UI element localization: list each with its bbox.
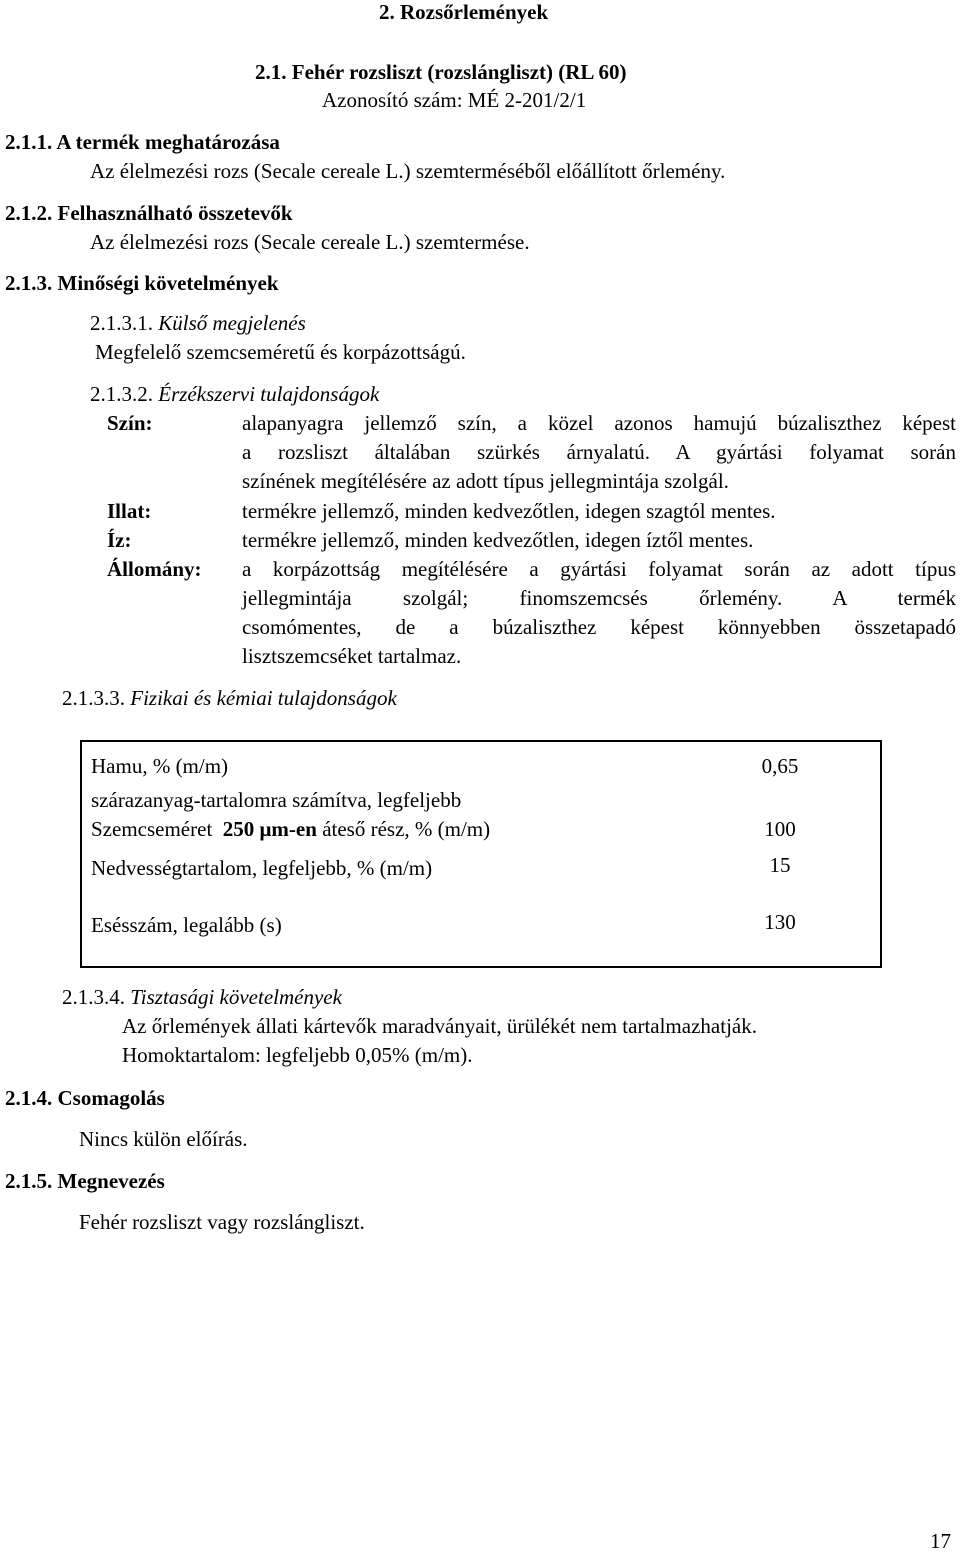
heading-2-1-2: 2.1.2. Felhasználható összetevők (5, 201, 293, 225)
section-title: 2.1. Fehér rozsliszt (rozslángliszt) (RL 60) (255, 60, 627, 84)
chapter-title: 2. Rozsőrlemények (379, 0, 549, 24)
heading-2-1-5: 2.1.5. Megnevezés (5, 1169, 165, 1193)
szin-line-2: a rozsliszt általában szürkés árnyalatú. A gyártási folyamat során (242, 440, 956, 464)
heading-2-1-3-2 (90, 382, 379, 407)
purity-text-2: Homoktartalom: legfeljebb 0,05% (m/m). (122, 1043, 473, 1067)
label-szin: Szín: (107, 411, 153, 435)
text-2-1-3-1: Megfelelő szemcseméretű és korpázottságú. (95, 340, 466, 364)
szin-line-3: színének megítélésére az adott típus jellegmintája szolgál. (242, 469, 729, 493)
falling-number-label: Esésszám, legalább (s) (91, 913, 282, 937)
text-2-1-4: Nincs külön előírás. (79, 1127, 248, 1151)
label-iz: Íz: (107, 528, 132, 552)
iz-text: termékre jellemző, minden kedvezőtlen, idegen íztől mentes. (242, 528, 754, 552)
text-2-1-5: Fehér rozsliszt vagy rozslángliszt. (79, 1210, 365, 1234)
heading-2-1-3-4 (62, 985, 342, 1010)
heading-number: 2.1.3.4. (62, 985, 125, 1009)
ash-value: 0,65 (761, 754, 799, 778)
heading-number: 2.1.3.1. (90, 311, 153, 335)
table-row (81, 853, 881, 910)
allomany-line-1: a korpázottság megítélésére a gyártási folyamat során az adott típus (242, 557, 956, 581)
text-2-1-1: Az élelmezési rozs (Secale cereale L.) szemterméséből előállított őrlemény. (90, 159, 726, 183)
allomany-line-2: jellegmintája szolgál; finomszemcsés őrlemény. A termék (242, 586, 956, 610)
heading-2-1-3: 2.1.3. Minőségi követelmények (5, 271, 279, 295)
table-row (81, 817, 881, 853)
grain-label-post: áteső rész, % (m/m) (322, 817, 491, 841)
purity-text-1: Az őrlemények állati kártevők maradványait, ürülékét nem tartalmazhatják. (122, 1014, 757, 1038)
table-row (81, 910, 881, 967)
szin-line-1: alapanyagra jellemző szín, a közel azonos hamujú búzaliszthez képest (242, 411, 956, 435)
heading-title: Fizikai és kémiai tulajdonságok (130, 686, 397, 710)
heading-title: Tisztasági követelmények (130, 985, 342, 1009)
heading-number: 2.1.3.2. (90, 382, 153, 406)
ash-label-line-2: szárazanyag-tartalomra számítva, legfeljebb (91, 788, 462, 813)
grain-value: 100 (764, 817, 796, 841)
table-cell-label (81, 817, 680, 853)
label-illat: Illat: (107, 499, 152, 523)
moisture-value: 15 (769, 853, 791, 877)
heading-2-1-3-1 (90, 311, 306, 336)
allomany-line-4: lisztszemcséket tartalmaz. (242, 644, 462, 668)
heading-2-1-3-3 (62, 686, 397, 711)
table-cell-label (81, 741, 680, 817)
heading-title: Külső megjelenés (158, 311, 306, 335)
section-id: Azonosító szám: MÉ 2-201/2/1 (322, 88, 587, 112)
heading-2-1-4: 2.1.4. Csomagolás (5, 1086, 165, 1110)
table-row (81, 741, 881, 817)
grain-label-pre: Szemcseméret (91, 817, 213, 841)
properties-table (80, 740, 882, 968)
moisture-label: Nedvességtartalom, legfeljebb, % (m/m) (91, 856, 433, 880)
grain-label-bold: 250 μm-en (222, 817, 317, 841)
heading-title: Érzékszervi tulajdonságok (158, 382, 380, 406)
page-number: 17 (930, 1529, 951, 1553)
text-2-1-2: Az élelmezési rozs (Secale cereale L.) szemtermése. (90, 230, 530, 254)
heading-2-1-1: 2.1.1. A termék meghatározása (5, 130, 280, 154)
falling-number-value: 130 (764, 910, 796, 934)
allomany-line-3: csomómentes, de a búzaliszthez képest könnyebben összetapadó (242, 615, 956, 639)
label-allomany: Állomány: (107, 557, 202, 581)
illat-text: termékre jellemző, minden kedvezőtlen, idegen szagtól mentes. (242, 499, 776, 523)
ash-label-line-1: Hamu, % (m/m) (91, 754, 229, 778)
heading-number: 2.1.3.3. (62, 686, 125, 710)
